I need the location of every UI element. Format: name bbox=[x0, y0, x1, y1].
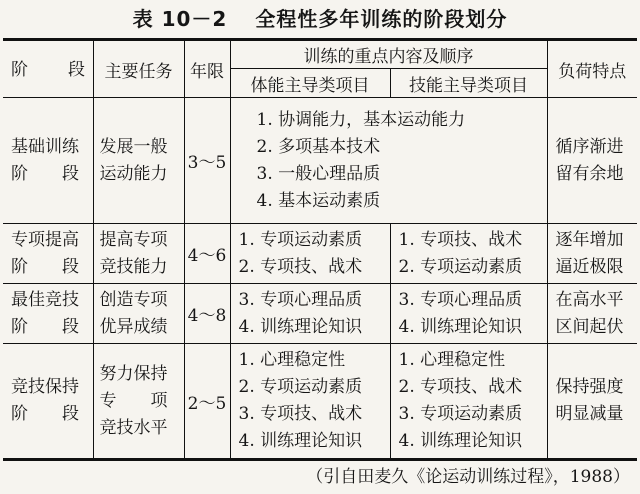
header-task: 主要任务 bbox=[93, 40, 184, 98]
content-item: 2. 多项基本技术 bbox=[256, 136, 381, 157]
stage-line: 专项提高 bbox=[11, 229, 79, 250]
load-line: 区间起伏 bbox=[555, 316, 624, 337]
load-line: 逐年增加 bbox=[555, 229, 624, 250]
load-line: 留有余地 bbox=[555, 163, 624, 184]
content-item: 2. 专项技、战术 bbox=[238, 256, 363, 277]
skill-cell bbox=[390, 344, 547, 460]
header-physical: 体能主导类项目 bbox=[230, 69, 390, 98]
content-item: 2. 专项技、战术 bbox=[398, 377, 523, 397]
content-item: 3. 一般心理品质 bbox=[256, 163, 381, 184]
skill-cell bbox=[390, 224, 547, 284]
task-cell bbox=[93, 224, 184, 284]
table-row bbox=[3, 284, 637, 344]
load-cell bbox=[547, 98, 637, 224]
task-line: 优异成绩 bbox=[99, 316, 168, 337]
table-caption bbox=[0, 4, 640, 34]
training-stage-table bbox=[3, 38, 637, 461]
content-item: 2. 专项运动素质 bbox=[238, 377, 363, 397]
content-item: 4. 训练理论知识 bbox=[238, 431, 363, 451]
table-row bbox=[3, 98, 637, 224]
table-row bbox=[3, 224, 637, 284]
load-line: 在高水平 bbox=[555, 289, 624, 310]
content-item: 1. 心理稳定性 bbox=[398, 350, 506, 370]
content-cell bbox=[230, 98, 547, 224]
years-cell: 4～8 bbox=[184, 284, 230, 344]
task-line: 发展一般 bbox=[99, 136, 168, 157]
stage-cell bbox=[3, 224, 93, 284]
task-cell bbox=[93, 98, 184, 224]
source-citation: （引自田麦久《论运动训练过程》，1988） bbox=[306, 467, 630, 487]
content-item: 2. 专项运动素质 bbox=[398, 256, 523, 277]
header-stage bbox=[3, 40, 93, 98]
header-focus: 训练的重点内容及顺序 bbox=[230, 40, 547, 69]
load-cell bbox=[547, 344, 637, 460]
stage-line: 竞技保持 bbox=[11, 377, 79, 397]
years-cell: 3～5 bbox=[184, 98, 230, 224]
stage-cell bbox=[3, 284, 93, 344]
content-item: 3. 专项心理品质 bbox=[398, 289, 523, 310]
header-skill: 技能主导类项目 bbox=[390, 69, 547, 98]
stage-line: 阶 段 bbox=[11, 163, 79, 184]
content-item: 4. 基本运动素质 bbox=[256, 190, 381, 211]
header-stage-char-1: 阶 bbox=[11, 59, 28, 80]
stage-line: 最佳竞技 bbox=[11, 289, 79, 310]
task-line: 创造专项 bbox=[99, 289, 168, 310]
task-line: 提高专项 bbox=[99, 229, 168, 250]
content-item: 4. 训练理论知识 bbox=[398, 431, 523, 451]
task-line: 专 项 bbox=[99, 390, 168, 411]
content-item: 4. 训练理论知识 bbox=[398, 316, 523, 337]
header-stage-char-2: 段 bbox=[68, 59, 85, 80]
task-line: 努力保持 bbox=[99, 363, 168, 384]
header-years: 年限 bbox=[184, 40, 230, 98]
physical-cell bbox=[230, 284, 390, 344]
load-line: 循序渐进 bbox=[555, 136, 624, 157]
stage-cell bbox=[3, 98, 93, 224]
table-row bbox=[3, 344, 637, 460]
physical-cell bbox=[230, 344, 390, 460]
years-cell: 4～6 bbox=[184, 224, 230, 284]
content-item: 1. 专项技、战术 bbox=[398, 229, 523, 250]
content-item: 1. 心理稳定性 bbox=[238, 350, 346, 370]
stage-line: 阶 段 bbox=[11, 256, 79, 277]
content-item: 4. 训练理论知识 bbox=[238, 316, 363, 337]
load-cell bbox=[547, 224, 637, 284]
content-item: 1. 协调能力，基本运动能力 bbox=[256, 109, 466, 130]
content-item: 3. 专项运动素质 bbox=[398, 404, 523, 424]
load-line: 明显减量 bbox=[555, 404, 624, 424]
load-cell bbox=[547, 284, 637, 344]
table-number: 表 10－2 bbox=[132, 7, 228, 31]
load-line: 保持强度 bbox=[555, 377, 624, 397]
stage-cell bbox=[3, 344, 93, 460]
task-cell bbox=[93, 344, 184, 460]
header-load: 负荷特点 bbox=[547, 40, 637, 98]
load-line: 逼近极限 bbox=[555, 256, 624, 277]
stage-line: 阶 段 bbox=[11, 404, 79, 424]
content-item: 3. 专项技、战术 bbox=[238, 404, 363, 424]
years-cell: 2～5 bbox=[184, 344, 230, 460]
content-item: 3. 专项心理品质 bbox=[238, 289, 363, 310]
content-item: 1. 专项运动素质 bbox=[238, 229, 363, 250]
task-line: 竞技水平 bbox=[99, 417, 168, 438]
skill-cell bbox=[390, 284, 547, 344]
task-line: 竞技能力 bbox=[99, 256, 168, 277]
physical-cell bbox=[230, 224, 390, 284]
header-row bbox=[3, 40, 637, 69]
task-cell bbox=[93, 284, 184, 344]
table-title: 全程性多年训练的阶段划分 bbox=[255, 7, 508, 31]
stage-line: 基础训练 bbox=[11, 136, 79, 157]
task-line: 运动能力 bbox=[99, 163, 168, 184]
stage-line: 阶 段 bbox=[11, 316, 79, 337]
